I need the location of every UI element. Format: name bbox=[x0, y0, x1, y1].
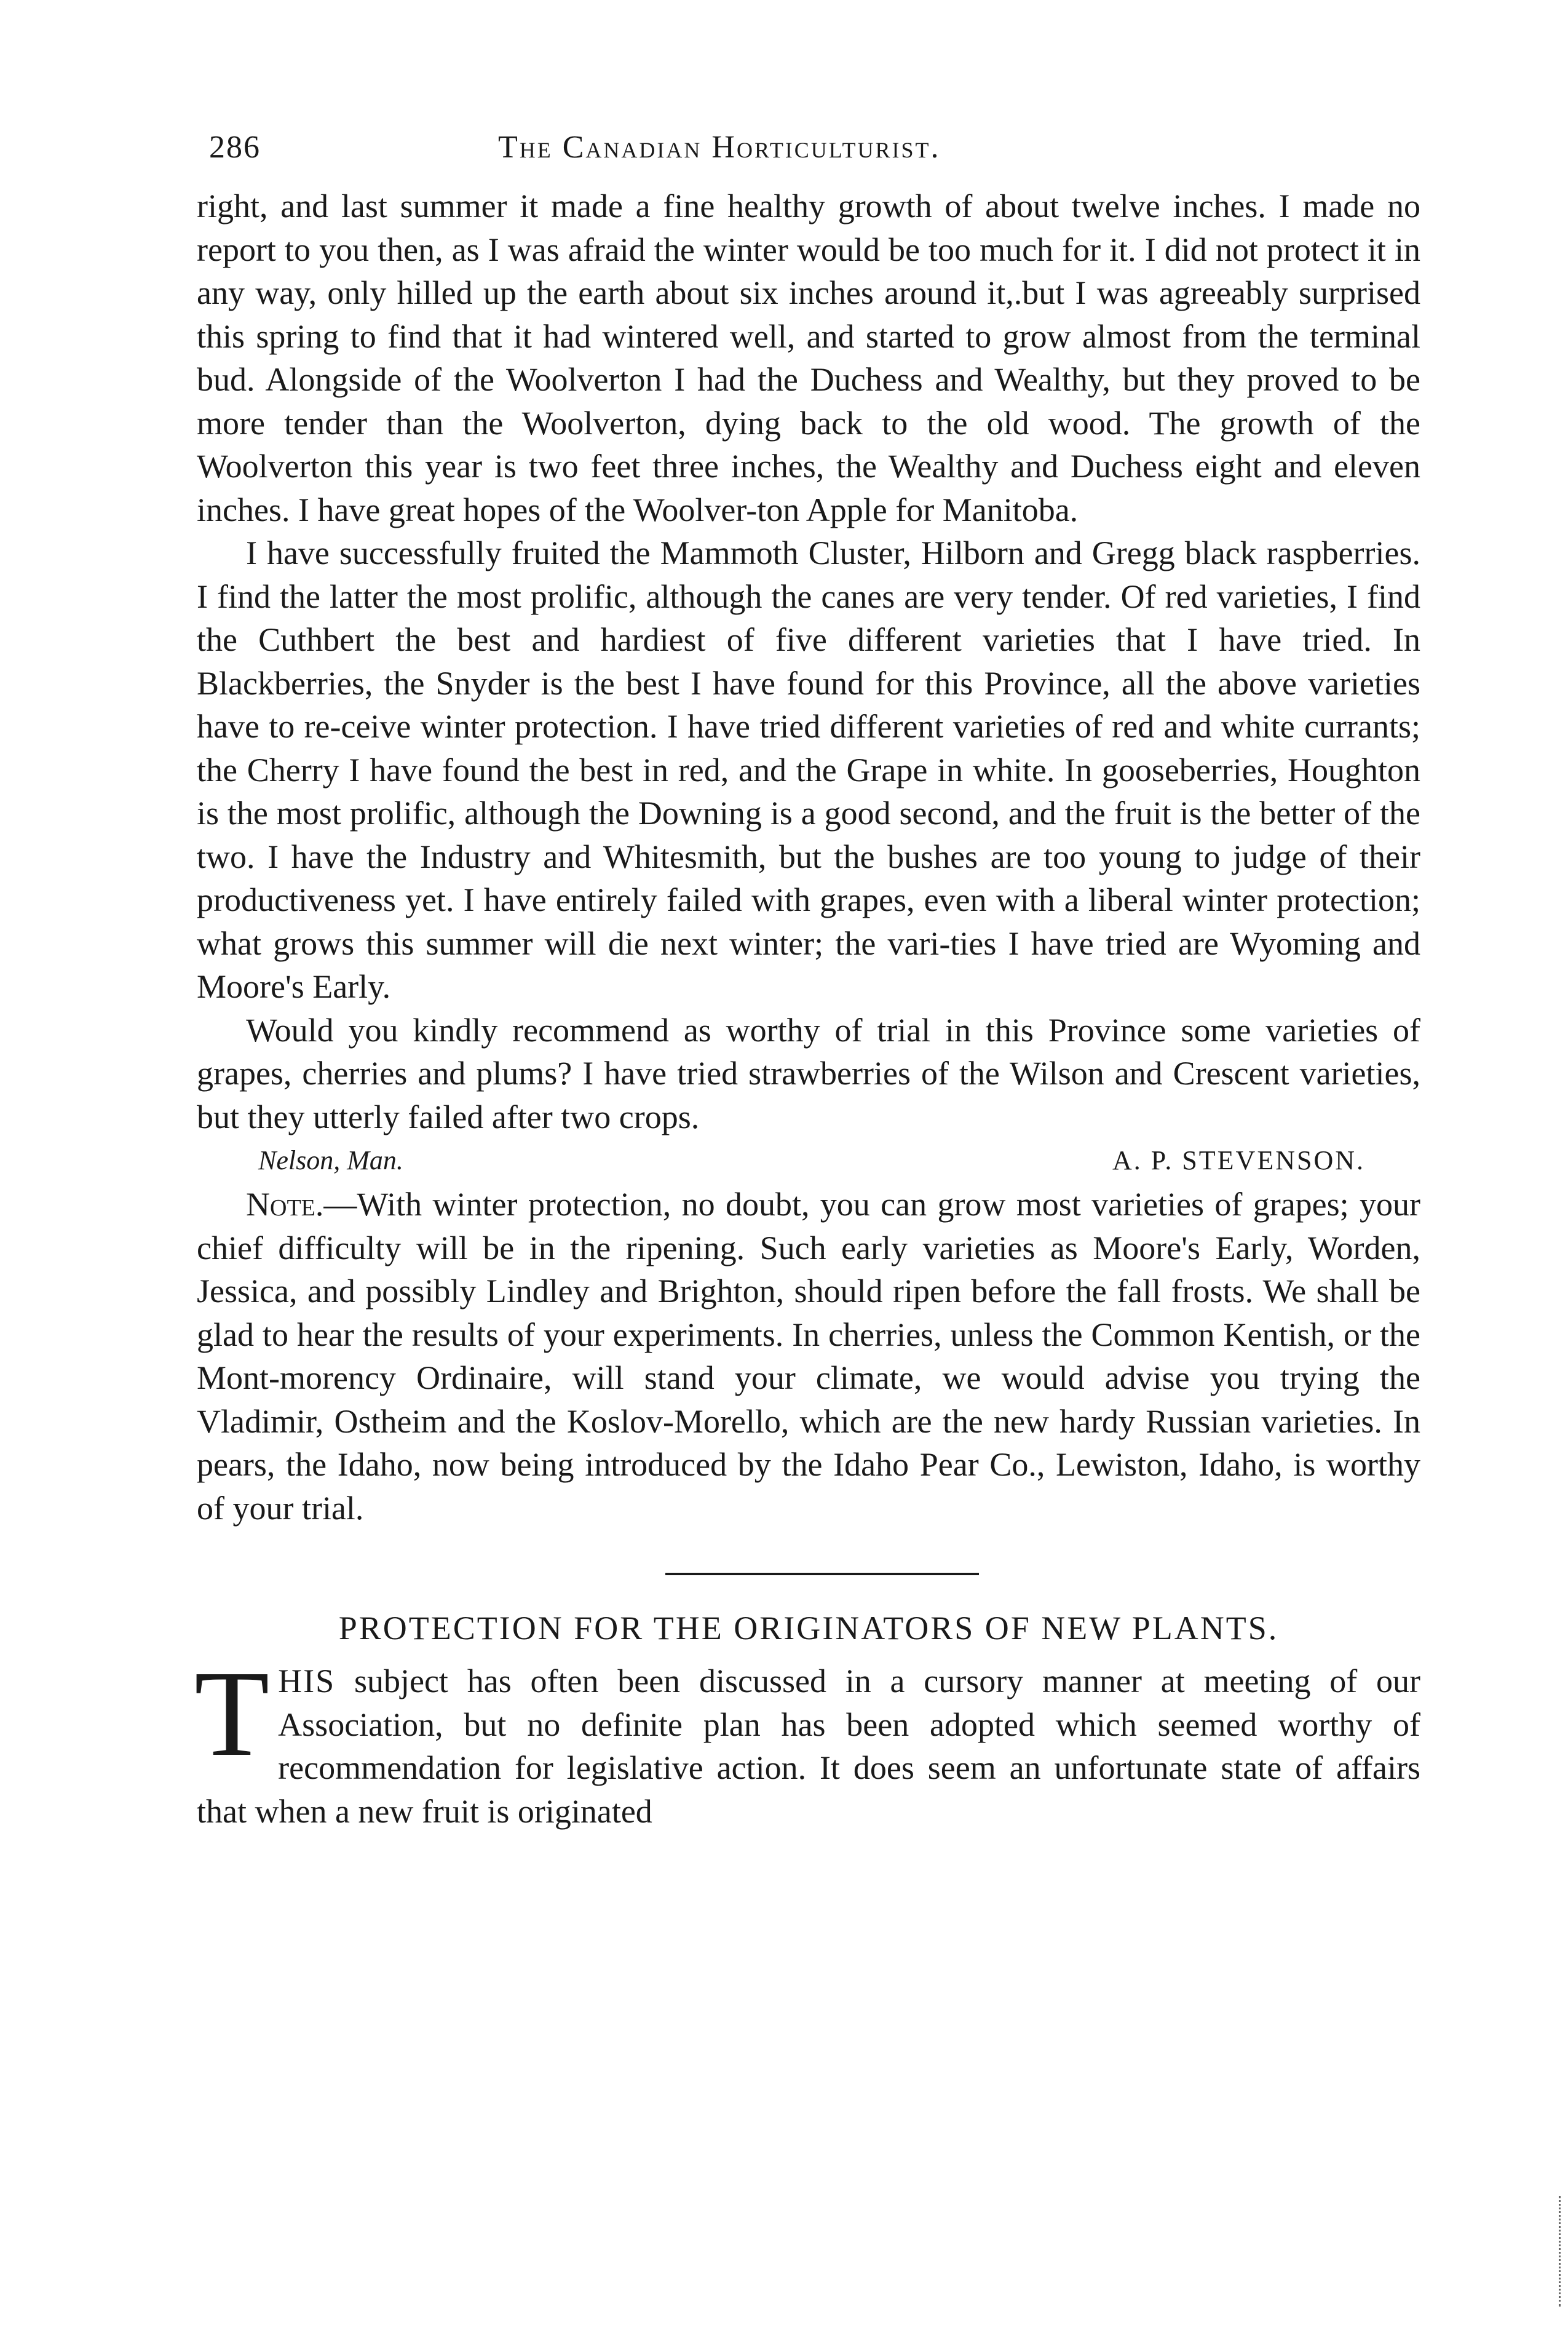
section-body bbox=[194, 1646, 1420, 1833]
document-page bbox=[194, 129, 1420, 1833]
page-number: 286 bbox=[209, 130, 261, 165]
page-header bbox=[197, 129, 1420, 185]
letter-body bbox=[197, 185, 1420, 1139]
signature-place: Nelson, Man. bbox=[258, 1145, 403, 1175]
letter-paragraph: right, and last summer it made a fine healthy growth of about twelve inches. I made no report to you then, as I was afraid the winter would be too much for it. I did not protect it in any way, only hilled up the earth about six inches around it,.but I was agreeably surprised this spring to find that it had wintered well, and started to grow almost from the terminal bud. Alongside of the Woolverton I had the Duchess and Wealthy, but they proved to be more tender than the Woolverton, dying back to the old wood. The growth of the Woolverton this year is two feet three inches, the Wealthy and Duchess eight and eleven inches. I have great hopes of the Woolver-ton Apple for Manitoba. bbox=[197, 188, 1420, 528]
scan-edge-marks bbox=[1559, 2196, 1563, 2307]
letter-signature bbox=[197, 1140, 1420, 1183]
first-word-rest: HIS bbox=[278, 1663, 336, 1699]
signature-author: A. P. STEVENSON. bbox=[1112, 1145, 1365, 1175]
section-title: PROTECTION FOR THE ORIGINATORS OF NEW PLANTS. bbox=[338, 1610, 1279, 1647]
section-text: subject has often been discussed in a cursory manner at meeting of our Association, but no definite plan has been adopted which seemed worthy of recommendation for legislative action. It does seem an unfortunate state of affairs that when a new fruit is originated bbox=[197, 1663, 1420, 1830]
letter-paragraph: Would you kindly recommend as worthy of trial in this Province some varieties of grapes, cherries and plums? I have tried strawberries of the Wilson and Crescent varieties, but they utterly failed after two crops. bbox=[197, 1011, 1420, 1135]
note-label: Note. bbox=[246, 1186, 324, 1223]
drop-cap: T bbox=[194, 1646, 270, 1782]
editor-note bbox=[197, 1183, 1420, 1530]
running-title: The Canadian Horticulturist. bbox=[498, 130, 941, 165]
note-text: —With winter protection, no doubt, you can grow most varieties of grapes; your chief difficulty will be in the ripening. Such early varieties as Moore's Early, Worden, Jessica, and possibly Lindley and Brighton, should ripen before the fall frosts. We shall be glad to hear the results of your experiments. In cherries, unless the Common Kentish, or the Mont-morency Ordinaire, will stand your climate, we would advise you trying the Vladimir, Ostheim and the Koslov-Morello, which are the new hardy Russian varieties. In pears, the Idaho, now being introduced by the Idaho Pear Co., Lewiston, Idaho, is worthy of your trial. bbox=[197, 1186, 1420, 1527]
section-divider bbox=[665, 1573, 979, 1575]
letter-paragraph: I have successfully fruited the Mammoth Cluster, Hilborn and Gregg black raspberries. I find the latter the most prolific, although the canes are very tender. Of red varieties, I find the Cuthbert the best and hardiest of five different varieties that I have tried. In Blackberries, the Snyder is the best I have found for this Province, all the above varieties have to re-ceive winter protection. I have tried different varieties of red and white currants; the Cherry I have found the best in red, and the Grape in white. In gooseberries, Houghton is the most prolific, although the Downing is a good second, and the fruit is the better of the two. I have the Industry and Whitesmith, but the bushes are too young to judge of their productiveness yet. I have entirely failed with grapes, even with a liberal winter protection; what grows this summer will die next winter; the vari-ties I have tried are Wyoming and Moore's Early. bbox=[197, 535, 1420, 1005]
note-paragraph bbox=[197, 1183, 1420, 1530]
